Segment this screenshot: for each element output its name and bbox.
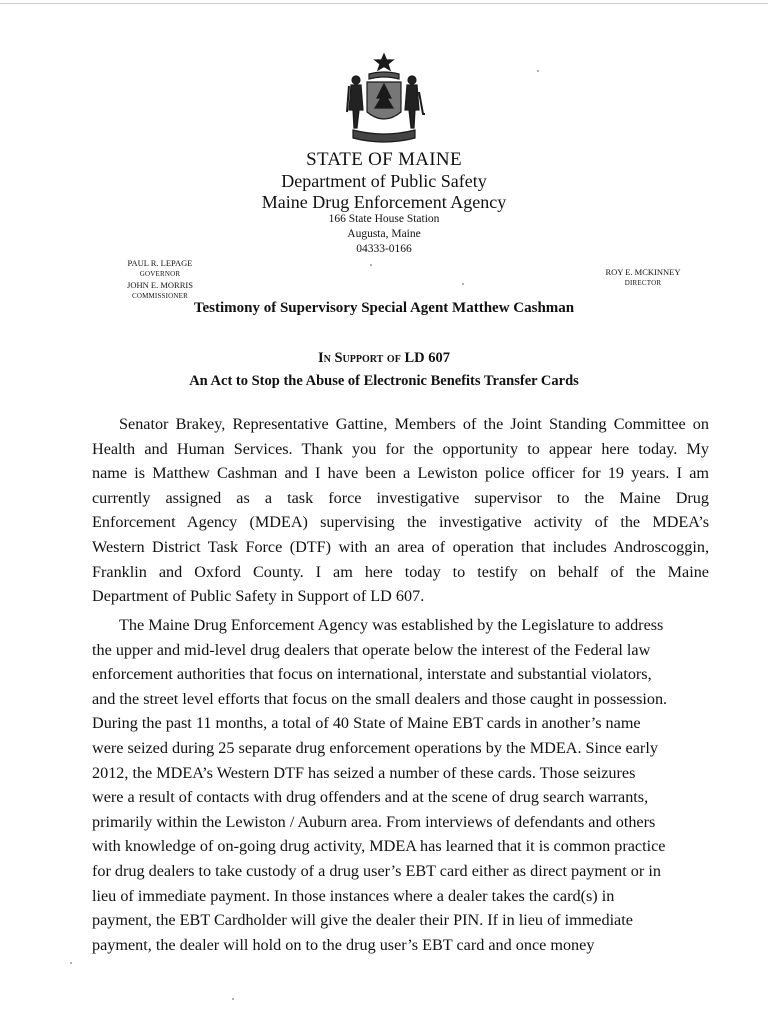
paragraph-line: payment, the EBT Cardholder will give the dealer their PIN. If in lieu of immediate	[92, 911, 633, 930]
address-line-2: Augusta, Maine	[347, 228, 421, 240]
address-line-1: 166 State House Station	[328, 213, 440, 225]
state-heading: STATE OF MAINE	[306, 149, 462, 170]
paragraph-line: name is Matthew Cashman and I have been a Lewiston police officer for 19 years. I am	[92, 464, 709, 483]
scan-speck	[232, 998, 234, 1000]
paragraph-line: lieu of immediate payment. In those instances where a dealer takes the card(s) in	[92, 886, 615, 905]
scan-speck	[370, 264, 372, 266]
department-heading: Department of Public Safety	[281, 171, 487, 191]
testimony-title: Testimony of Supervisory Special Agent Matthew Cashman	[193, 300, 575, 316]
paragraph-line: Western District Task Force (DTF) with an area of operation that includes Androscoggin,	[92, 537, 709, 556]
left-officials-block	[100, 258, 220, 302]
act-title: An Act to Stop the Abuse of Electronic Benefits Transfer Cards	[189, 373, 579, 389]
support-heading	[0, 350, 768, 367]
director-title: DIRECTOR	[624, 279, 662, 287]
paragraph-line: were seized during 25 separate drug enforcement operations by the MDEA. Since early	[92, 738, 658, 757]
governor-name: PAUL R. LEPAGE	[127, 258, 193, 268]
support-prefix: In Support of	[318, 350, 401, 366]
paragraph-line: During the past 11 months, a total of 40 State of Maine EBT cards in another’s name	[92, 714, 641, 733]
paragraph-line: Health and Human Services. Thank you for the opportunity to appear here today. My	[92, 439, 709, 458]
paragraph-line: for drug dealers to take custody of a drug user’s EBT card either as direct payment or in	[92, 861, 661, 880]
paragraph-line: currently assigned as a task force investigative supervisor to the Maine Drug	[92, 488, 709, 507]
paragraph-line: with knowledge of on-going drug activity, MDEA has learned that it is common practice	[92, 837, 666, 856]
scan-top-edge	[0, 3, 768, 4]
paragraph-line: primarily within the Lewiston / Auburn area. From interviews of defendants and others	[92, 812, 656, 831]
governor-title: GOVERNOR	[139, 270, 181, 278]
support-bill: LD 607	[400, 350, 450, 366]
scan-speck	[462, 283, 464, 285]
paragraph-line: Enforcement Agency (MDEA) supervising the investigative activity of the MDEA’s	[92, 513, 709, 532]
paragraph-line: Senator Brakey, Representative Gattine, Members of the Joint Standing Committee on	[119, 415, 709, 433]
paragraph-line: 2012, the MDEA’s Western DTF has seized a number of these cards. Those seizures	[92, 763, 636, 782]
paragraph-line: Franklin and Oxford County. I am here today to testify on behalf of the Maine	[92, 562, 709, 581]
scan-speck	[537, 70, 539, 72]
paragraph-1	[92, 412, 709, 609]
paragraph-line: payment, the dealer will hold on to the drug user’s EBT card and once money	[92, 935, 595, 954]
paragraph-line: enforcement authorities that focus on international, interstate and substantial violators,	[92, 665, 652, 684]
paragraph-line: Department of Public Safety in Support of LD 607.	[92, 587, 425, 606]
agency-heading: Maine Drug Enforcement Agency	[261, 192, 507, 212]
commissioner-name: JOHN E. MORRIS	[127, 280, 193, 290]
paragraph-line: the upper and mid-level drug dealers that operate below the interest of the Federal law	[92, 640, 651, 659]
director-name: ROY E. MCKINNEY	[605, 267, 681, 277]
commissioner-title: COMMISSIONER	[131, 292, 189, 300]
scan-speck	[70, 962, 72, 964]
paragraph-line: and the street level efforts that focus on the small dealers and those caught in possession.	[92, 689, 668, 708]
paragraph-2	[92, 613, 709, 957]
right-officials-block	[598, 267, 688, 289]
maine-state-seal-icon	[339, 52, 429, 144]
paragraph-line: were a result of contacts with drug offenders and at the scene of drug search warrants,	[92, 788, 649, 807]
paragraph-line: The Maine Drug Enforcement Agency was established by the Legislature to address	[119, 616, 664, 634]
address-line-3: 04333-0166	[356, 243, 412, 255]
